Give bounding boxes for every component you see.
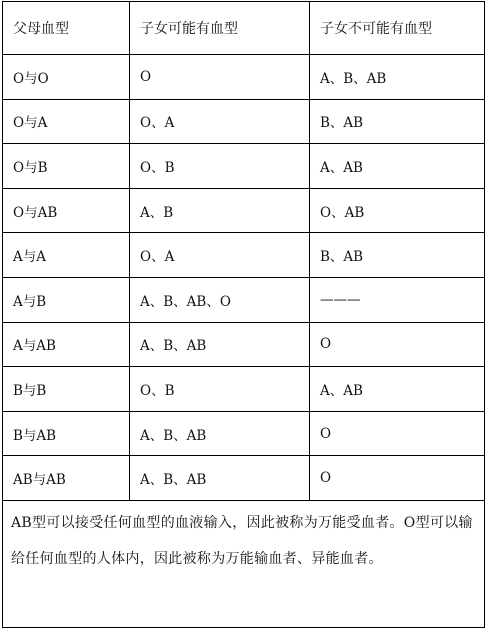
table-row bbox=[3, 322, 485, 367]
table-row bbox=[3, 367, 485, 412]
parents-cell: O与O bbox=[3, 55, 130, 100]
blood-type-table bbox=[2, 1, 485, 628]
possible-cell: A、B、AB bbox=[130, 456, 310, 501]
impossible-cell: O、AB bbox=[310, 188, 485, 233]
possible-cell: O、A bbox=[130, 233, 310, 278]
impossible-cell: ——— bbox=[310, 277, 485, 322]
table-row bbox=[3, 144, 485, 189]
table-row bbox=[3, 411, 485, 456]
impossible-cell: A、AB bbox=[310, 144, 485, 189]
header-impossible-child-types: 子女不可能有血型 bbox=[310, 2, 485, 55]
impossible-cell: O bbox=[310, 322, 485, 367]
parents-cell: O与AB bbox=[3, 188, 130, 233]
impossible-cell: B、AB bbox=[310, 233, 485, 278]
possible-cell: A、B、AB、O bbox=[130, 277, 310, 322]
impossible-cell: A、B、AB bbox=[310, 55, 485, 100]
table-row bbox=[3, 277, 485, 322]
table-header-row bbox=[3, 2, 485, 55]
parents-cell: B与AB bbox=[3, 411, 130, 456]
possible-cell: O bbox=[130, 55, 310, 100]
parents-cell: A与A bbox=[3, 233, 130, 278]
table-row bbox=[3, 99, 485, 144]
possible-cell: A、B bbox=[130, 188, 310, 233]
parents-cell: A与B bbox=[3, 277, 130, 322]
impossible-cell: B、AB bbox=[310, 99, 485, 144]
parents-cell: B与B bbox=[3, 367, 130, 412]
note-row bbox=[3, 500, 485, 627]
impossible-cell: A、AB bbox=[310, 367, 485, 412]
table-note: AB型可以接受任何血型的血液输入，因此被称为万能受血者。O型可以输给任何血型的人体内，因此被称为万能输血者、异能血者。 bbox=[3, 500, 485, 627]
possible-cell: O、B bbox=[130, 144, 310, 189]
parents-cell: O与B bbox=[3, 144, 130, 189]
possible-cell: A、B、AB bbox=[130, 322, 310, 367]
possible-cell: O、A bbox=[130, 99, 310, 144]
header-possible-child-types: 子女可能有血型 bbox=[130, 2, 310, 55]
table-row bbox=[3, 188, 485, 233]
possible-cell: O、B bbox=[130, 367, 310, 412]
table-row bbox=[3, 233, 485, 278]
impossible-cell: O bbox=[310, 456, 485, 501]
parents-cell: O与A bbox=[3, 99, 130, 144]
table-row bbox=[3, 456, 485, 501]
header-parents-blood-type: 父母血型 bbox=[3, 2, 130, 55]
parents-cell: A与AB bbox=[3, 322, 130, 367]
impossible-cell: O bbox=[310, 411, 485, 456]
parents-cell: AB与AB bbox=[3, 456, 130, 501]
table-row bbox=[3, 55, 485, 100]
possible-cell: A、B、AB bbox=[130, 411, 310, 456]
